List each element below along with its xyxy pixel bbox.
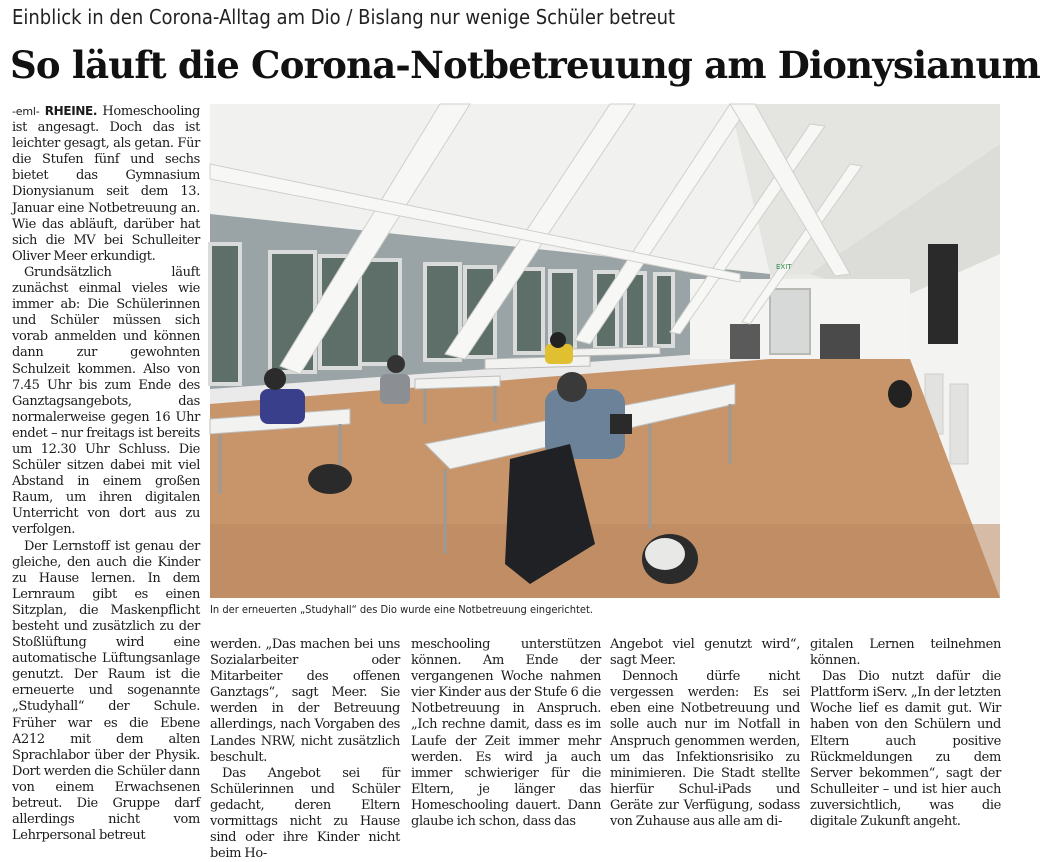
article-headline: So läuft die Corona-Notbetreuung am Dionysianum [10,43,1040,87]
dateline-city: RHEINE. [44,104,98,118]
body-text: Homeschooling ist angesagt. Doch das ist leichter gesagt, als getan. Für die Stufen fünf und sechs bietet das Gymnasium Dionysianum seit dem 13. Januar eine Notbetreuung an. Wie das abläuft, darüber hat sich die MV bei Schulleiter Oliver Meer erkundigt. [12,104,200,264]
text-column-1 [12,103,200,844]
body-paragraph: Angebot viel genutzt wird“, sagt Meer. [610,637,800,669]
lead-paragraph [12,103,200,265]
body-paragraph: Das Dio nutzt dafür die Plattform iServ. „In der letzten Woche lief es damit gut. Wir haben von den Schülern und Eltern auch positive Rückmeldungen zu dem Server bekommen“, sagt der Schulleiter – und ist hier auch zuversichtlich, was die digitale Zukunft angeht. [810,669,1001,830]
photo-caption: In der erneuerten „Studyhall“ des Dio wurde eine Notbetreuung eingerichtet. [210,603,593,616]
body-paragraph: meschooling unterstützen können. Am Ende der vergangenen Woche nahmen vier Kinder aus der Stufe 6 die Notbetreuung in Anspruch. „Ich rechne damit, dass es im Laufe der Zeit immer mehr werden. Es wird ja auch immer schwieriger für die Eltern, je länger das Homeschooling dauert. Dann glaube ich schon, dass das [411,637,601,830]
text-column-5 [810,637,1001,837]
body-paragraph: werden. „Das machen bei uns Sozialarbeiter oder Mitarbeiter des offenen Ganztags“, sagt Meer. Sie werden in der Betreuung allerdings, nach Vorgaben des Landes NRW, nicht zusätzlich beschult. [210,637,400,765]
author-tag: -eml- [12,105,40,118]
studyhall-photo [210,104,1000,598]
text-column-2 [210,637,400,862]
body-paragraph: gitalen Lernen teilnehmen können. [810,637,1001,669]
kicker-subheadline: Einblick in den Corona-Alltag am Dio / Bislang nur wenige Schüler betreut [12,5,676,29]
body-paragraph: Grundsätzlich läuft zunächst einmal vieles wie immer ab: Die Schülerinnen und Schüler müssen sich vorab anmelden und können dann zur gewohnten Schulzeit kommen. Also von 7.45 Uhr bis zum Ende des Ganztagsangebots, das normalerweise gegen 16 Uhr endet – nur freitags ist bereits um 12.30 Uhr Schluss. Die Schüler sitzen dabei mit viel Abstand in einem großen Raum, um ihren digitalen Unterricht von dort aus zu verfolgen. [12,264,200,538]
body-paragraph: Dennoch dürfe nicht vergessen werden: Es sei eben eine Notbetreuung und solle auch nur im Notfall in Anspruch genommen werden, um das Infektionsrisiko zu minimieren. Die Stadt stellte hierfür Schul-iPads und Geräte zur Verfügung, sodass von Zuhause aus alle am di- [610,669,800,830]
exit-sign-label: EXIT [776,263,792,271]
body-paragraph: Das Angebot sei für Schülerinnen und Schüler gedacht, deren Eltern vormittags nicht zu Hause sind oder ihre Kinder nicht beim Ho- [210,765,400,862]
body-paragraph: Der Lernstoff ist genau der gleiche, den auch die Kinder zu Hause lernen. In dem Lernraum gibt es einen Sitzplan, die Maskenpflicht besteht und zusätzlich zu der Stoßlüftung wird eine automatische Lüftungsanlage genutzt. Der Raum ist die erneuerte und sogenannte „Studyhall“ der Schule. Früher war es die Ebene A212 mit dem alten Sprachlabor über der Physik. Dort werden die Schüler dann von einem Erwachsenen betreut. Die Gruppe darf allerdings nicht vom Lehrpersonal betreut [12,538,200,844]
text-column-3 [411,637,601,837]
text-column-4 [610,637,800,837]
